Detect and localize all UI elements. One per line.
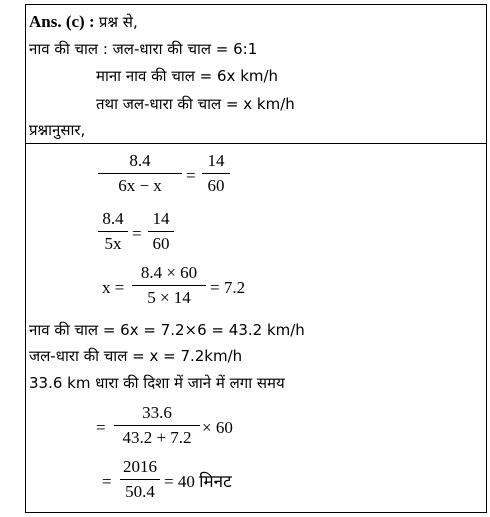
eq5-equals: =	[102, 472, 112, 491]
eq5-numerator: 2016	[123, 457, 157, 476]
eq1-left-fraction	[98, 151, 182, 196]
eq4-equals: =	[96, 418, 106, 437]
eq4-multiplier: × 60	[202, 418, 233, 437]
eq1-right-fraction	[202, 151, 230, 196]
eq2-equals: =	[132, 224, 142, 243]
eq3-result: = 7.2	[210, 278, 246, 297]
eq1-right-denominator: 60	[207, 176, 225, 195]
stream-speed-line: जल-धारा की चाल = x = 7.2km/h	[29, 347, 243, 365]
eq2-numerator: 8.4	[102, 209, 124, 228]
boat-speed-line: नाव की चाल = 6x = 7.2×6 = 43.2 km/h	[29, 321, 305, 339]
eq2-denominator: 5x	[104, 234, 122, 253]
eq2-left-fraction	[98, 209, 128, 254]
eq2-right-fraction	[148, 209, 174, 254]
assume-boat-speed: माना नाव की चाल = 6x km/h	[96, 67, 279, 85]
eq5-denominator: 50.4	[125, 482, 155, 501]
section-divider	[26, 143, 486, 144]
eq1-right-numerator: 14	[207, 151, 225, 170]
answer-heading	[29, 11, 138, 33]
eq1-fraction-bar	[98, 173, 182, 174]
eq1-numerator: 8.4	[129, 151, 151, 170]
eq4-fraction-bar	[114, 425, 200, 426]
eq5-fraction	[120, 457, 160, 502]
as-per-question: प्रश्नानुसार,	[29, 121, 86, 139]
eq3-fraction	[132, 263, 206, 308]
eq2-right-numerator: 14	[152, 209, 170, 228]
eq4-fraction	[114, 403, 200, 448]
eq4-numerator: 33.6	[142, 403, 172, 422]
eq5-fraction-bar	[120, 479, 160, 480]
eq5-result-text: = 40 मिनट	[164, 472, 232, 491]
eq5-result	[164, 471, 232, 493]
time-statement: 33.6 km धारा की दिशा में जाने में लगा समय	[29, 374, 285, 392]
eq1-right-fraction-bar	[202, 173, 230, 174]
eq2-right-fraction-bar	[148, 231, 174, 232]
answer-box	[25, 4, 487, 513]
answer-intro: प्रश्न से,	[98, 13, 138, 31]
ratio-line: नाव की चाल : जल-धारा की चाल = 6:1	[29, 40, 258, 58]
eq3-denominator: 5 × 14	[147, 288, 191, 307]
eq3-fraction-bar	[132, 285, 206, 286]
eq1-denominator: 6x − x	[118, 176, 162, 195]
eq4-denominator: 43.2 + 7.2	[122, 428, 192, 447]
assume-stream-speed: तथा जल-धारा की चाल = x km/h	[96, 95, 295, 113]
eq3-lhs: x =	[102, 278, 125, 297]
eq3-numerator: 8.4 × 60	[140, 263, 198, 282]
eq2-fraction-bar	[98, 231, 128, 232]
eq1-equals: =	[186, 166, 196, 185]
answer-label: Ans. (c) :	[29, 12, 95, 31]
eq2-right-denominator: 60	[152, 234, 170, 253]
